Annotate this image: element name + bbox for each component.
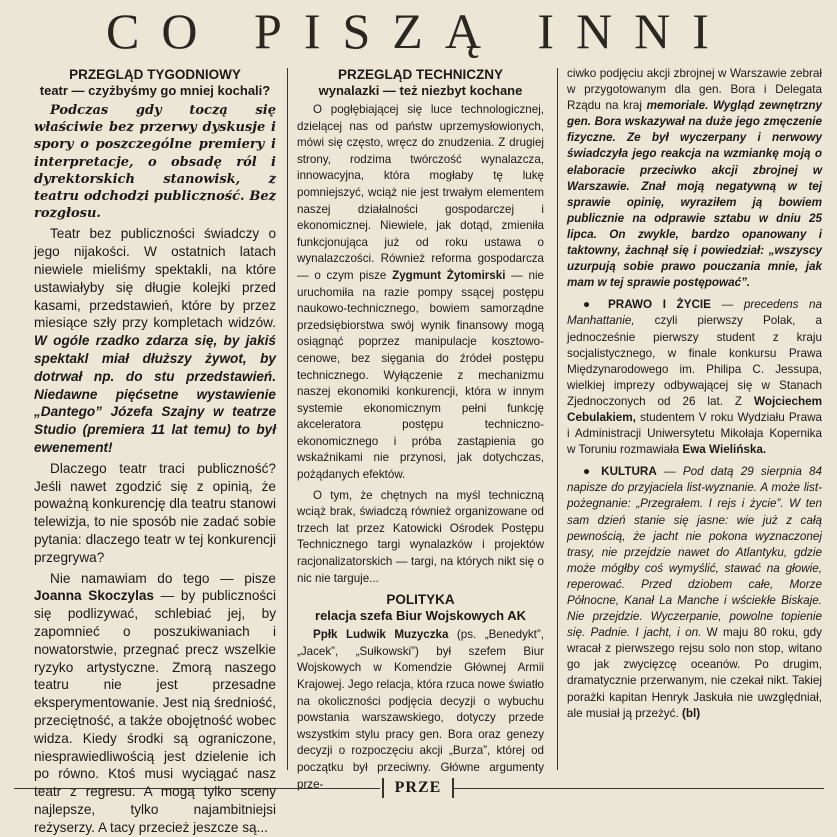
text: O pogłębiającej się luce technologicznej, dzielącej nas od państw uprzemysłowionych, mówi się często, wręcz do znudzenia. Z drugiej strony, rodzima twórczość wynalazcza, innowacyjna, która mogłaby tę lukę pomniejszyć, wciąż nie jest trwałym elementem naszej działalności gospodarczej i ekonomicznej. Niewiele, jak dotąd, zmieniła funkcjonująca już od roku ustawa o wynalazczości. Również reforma gospodarcza — o czym pisze (297, 103, 544, 282)
text: czyli pierwszy Polak, a jednocześnie pierwszy student z kraju socjalistycznego, w finale konkursu Prawa Międzynarodowego im. Philipa C. Jessupa, wielkiej imprezy odbywającej się w Stanach Zjednoczonych od 26 lat. Z (567, 314, 822, 408)
text: studentem V roku Wydziału Prawa i Administracji Uniwersytetu Mikołaja Kopernika w Toruniu rozmawiała (567, 410, 823, 457)
paragraph (34, 225, 276, 456)
text: W maju 80 roku, gdy wracał z pierwszego rejsu solo non stop, witano go jak zwycięzcę oceanów. Po drugim, dramatycznie przerwanym, nie czekał nikt. Takiej porażki kapitan Henryk Jaskuła nie uwzględniał, ale musiał ją przeżyć. (567, 626, 822, 720)
person-name: Wojciechem Cebulakiem, (567, 394, 822, 424)
rubric-kultura (567, 464, 822, 722)
column-continued (567, 66, 822, 766)
paragraph (567, 66, 822, 291)
magazine-logo: PRZE (382, 778, 454, 798)
paragraph (297, 102, 544, 484)
text: Nie namawiam do tego — pisze (50, 570, 276, 586)
paragraph: Dlaczego teatr traci publiczność? Jeśli nawet zgodzić się z opinią, że poważną konkurencję dla teatru stanowi telewizja, to nie sposób nie zadać sobie pytania: dlaczego teatr w tej konkurencji przegrywa? (34, 460, 276, 565)
text: ciwko podjęciu akcji zbrojnej w Warszawie zebrał w przygotowanym dla gen. Bora i Delegata Rządu na kraj (567, 67, 822, 113)
footer-rule (452, 788, 824, 789)
person-name: Ewa Wielińska. (682, 443, 767, 457)
section-title: PRZEGLĄD TECHNICZNY (338, 67, 503, 82)
section-subtitle: wynalazki — też niezbyt kochane (318, 83, 523, 98)
text: (ps. „Benedykt”, „Jacek”, „Sułkowski”) był szefem Biur Wojskowych w Komendzie Głównej Armii Krajowej. Jego relacja, która rzuca nowe światło na okoliczności podjęcia decyzji o wybuchu powstania warszawskiego, dotyczy przede wszystkim stylu pracy gen. Bora oraz genezy decyzji o rozpoczęciu akcji „Burza”, której od początku był przeciwny. Główne argumenty prze- (297, 628, 544, 791)
section-subtitle: teatr — czyżbyśmy go mniej kochali? (39, 83, 271, 98)
column-przeglad-tygodniowy (34, 66, 276, 835)
section-title: POLITYKA (386, 592, 455, 608)
paragraph (297, 627, 544, 793)
rubric-label: ● KULTURA (583, 465, 657, 479)
footer-rule (14, 788, 380, 789)
author-name: Zygmunt Żytomirski (392, 268, 506, 282)
italic-text: W ogóle rzadko zdarza się, by jakiś spektakl miał dłuższy żywot, by dotrwał np. do stu przedstawień. Niedawne pięćsetne wystawienie „Dantego” Józefa Szajny w teatrze Studio (premiera 11 lat temu) to był ewenement! (34, 333, 276, 455)
rubric-label: ● PRAWO I ŻYCIE (583, 298, 711, 312)
page-footer (0, 778, 837, 800)
masthead: CO PISZĄ INNI (106, 3, 731, 59)
paragraph: O tym, że chętnych na myśl techniczną wciąż brak, świadczą również organizowane od trzech lat przez Katowicki Ośrodek Postępu Technicznego targi wynalazków i projektów racjonalizatorskich — targi, na których nikt się o nic nie targuje... (297, 488, 544, 585)
text: — nie uruchomiła na razie pompy ssącej postępu naukowo-technicznego, bowiem samorządne przedsiębiorstwa swój wynik finansowy mogą osiągnąć poprzez manipulacje kosztowo-cenowe, bez sięgania do źródeł postępu technicznego. Wyłączenie z mechanizmu naszej ekonomiki konkurencji, która w innym systemie ekonomicznym pełni funkcję akceleratora postępu techniczno-ekonomicznego i próba zastąpienia go wskaźnikami nie przynosi, jak dotychczas, pożądanych efektów. (297, 268, 544, 482)
column-przeglad-techniczny (297, 66, 544, 791)
lead-paragraph: Podczas gdy toczą się właściwie bez przerwy dyskusje i spory o poszczególne premiery i interpretacje, o obsadę ról i dyrektorskich stanowisk, z teatru odchodzi publiczność. Bez rozgłosu. (34, 103, 276, 222)
column-rule (557, 68, 558, 770)
section-subtitle: relacja szefa Biur Wojskowych AK (315, 608, 526, 624)
text: — by publiczności się podlizywać, schlebiać jej, by zapomnieć o poszukiwaniach i nowatorstwie, przegnać precz wszelkie ryzyko artystyczne. Zmorą naszego teatru nie jest przesadne eksperymentowanie. Jest nią średniość, przeciętność, a także obojętność wobec widza. Kiedy środki są ograniczone, niesprawiedliwością jest dzielenie ich po równo. Ktoś musi wyciągać nasz teatr z regresu. A mogą tylko sceny najlepsze, tylko najambitniejsi reżyserzy. A tacy przecież jeszcze są... (34, 588, 276, 835)
column-rule (287, 68, 288, 770)
author-name: Joanna Skoczylas (34, 588, 154, 604)
rubric-prawo-i-zycie (567, 297, 822, 458)
italic-text: — Pod datą 29 sierpnia 84 napisze do przyjaciela list-wyznanie. A może list-pożegnanie: „Przegrałem. I rejs i życie”. W ten sam dzień stanie się jasne: wie już z całą pewnością, że jacht nie pokona wyznaczonej trasy, nie przejdzie nawet do Atlantyku, gdzie może mógłby coś wymyślić, stawać na głowie, reperować. Przed dziobem całe, Morze Północne, Kanał La Manche i wściekłe Biskaje. Nie przejdzie. Wyczerpanie, powolne topienie się. Padnie. I jacht, i on. (567, 465, 823, 640)
italic-text: — precedens na Manhattanie, (567, 298, 822, 328)
italic-text: memoriale. Wygląd zewnętrzny gen. Bora wskazywał na duże jego zmęczenie fizyczne. Ze był wyczerpany i nerwowy świadczyła jego reakcja na wzmiankę moją o elaboracie przeciwko akcji zbrojnej w Warszawie. Znał moją negatywną w tej sprawie opinię, wyraziłem ją bowiem publicznie na odprawie sztabu w dniu 25 lipca. On zwykle, bardzo opanowany i taktowny, żachnął się i powiedział: „wszyscy uzurpują sobie prawo pouczania mnie, jak mam w tej sprawie postępować”. (567, 99, 822, 290)
section-title: PRZEGLĄD TYGODNIOWY (69, 67, 241, 82)
author-name: Ppłk Ludwik Muzyczka (313, 628, 449, 642)
text: Teatr bez publiczności świadczy o jego nijakości. W ostatnich latach niewiele mieliśmy spektakli, na które ustawiałyby się długie kolejki przed kasami, przedstawień, które by przez miesiące szły przy kompletach widzów. (34, 226, 276, 331)
signature: (bl) (681, 706, 701, 720)
